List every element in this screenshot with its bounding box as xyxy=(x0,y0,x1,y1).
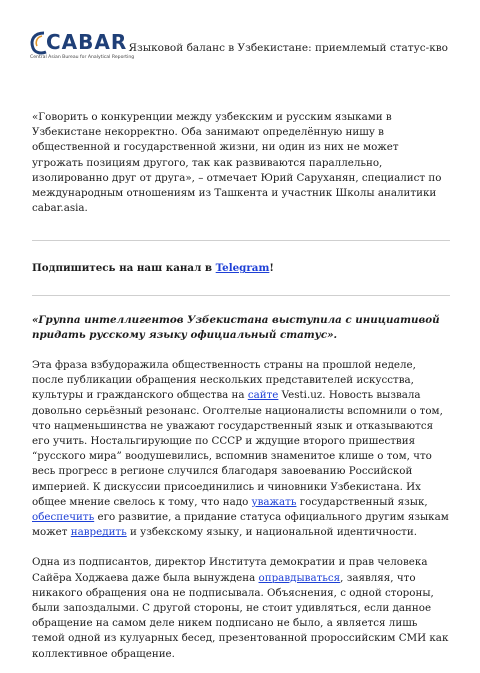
subscribe-line: Подпишитесь на наш канал в Telegram! xyxy=(32,262,274,275)
justify-link[interactable]: оправдываться xyxy=(258,571,341,584)
document-title: Языковой баланс в Узбекистане: приемлемый статус-кво xyxy=(128,42,448,54)
ensure-link[interactable]: обеспечить xyxy=(32,511,95,524)
logo-text: CABAR xyxy=(46,30,128,54)
intro-quote: «Говорить о конкуренции между узбекским и русским языками в Узбекистане некорректно. Оба занимают определённую нишу в общественной и государственной жизни, ни один из них не может угрожать позициям другого, так как развиваются параллельно, изолированно друг от друга», – отмечает Юрий Саруханян, специалист по международным отношениям из Ташкента и участник Школы аналитики cabar.asia. xyxy=(32,111,442,215)
logo-subtitle: Central Asian Bureau for Analytical Reporting xyxy=(30,55,135,60)
page-header xyxy=(0,28,480,68)
lead-quote: «Группа интеллигентов Узбекистана выступила с инициативой придать русскому языку официальный статус». xyxy=(32,313,440,341)
site-link[interactable]: сайте xyxy=(247,389,279,402)
respect-link[interactable]: уважать xyxy=(251,495,297,508)
divider xyxy=(32,295,450,296)
harm-link[interactable]: навредить xyxy=(70,526,127,539)
cabar-logo xyxy=(28,30,135,64)
paragraph: Эта фраза взбудоражила общественность страны на прошлой неделе, после публикации обращения нескольких представителей искусства, культуры и гражданского общества на сайте Vesti.uz. Новость вызвала довольно серьёзный резонанс. Оголтелые националисты вспомнили о том, что нацменьшинства не уважают государственный язык и отказываются его учить. Ностальгирующие по СССР и ждущие второго пришествия “русского мира” воодушевились, вспомнив знаменитое клише о том, что весь прогресс в регионе случился благодаря завоеванию Российской империей. К дискуссии присоединились и чиновники Узбекистана. Их общее мнение свелось к тому, что надо уважать государственный язык, обеспечить его развитие, а придание статуса официального другим языкам может навредить и узбекскому языку, и национальной идентичности. xyxy=(32,359,449,539)
divider xyxy=(32,240,450,241)
article-body xyxy=(32,110,450,662)
telegram-link[interactable]: Telegram xyxy=(215,262,270,275)
paragraph: Одна из подписантов, директор Института демократии и прав человека Сайёра Ходжаева даже была вынуждена оправдываться, заявляя, что никакого обращения она не подписывала. Объяснения, с одной стороны, были запоздалыми. С другой стороны, не стоит удивляться, если данное обращение на самом деле никем подписано не было, а является лишь темой одной из кулуарных бесед, презентованной пророссийским СМИ как коллективное обращение. xyxy=(32,556,449,660)
